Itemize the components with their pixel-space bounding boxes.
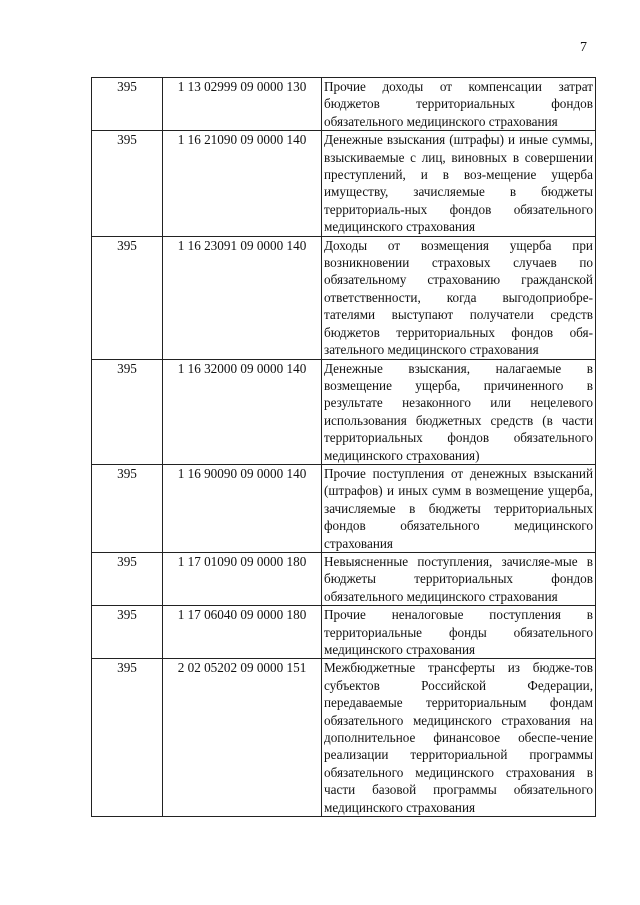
revenue-name-cell: Денежные взыскания (штрафы) и иные суммы, взыскиваемые с лиц, виновных в совершении преступлений, и в воз-мещение ущерба имуществу, зачисляемые в бюджеты территориаль-ных фондов обязательного медицинского страхования — [322, 131, 596, 236]
budget-code-cell: 1 17 01090 09 0000 180 — [163, 552, 322, 605]
budget-code-cell: 1 16 90090 09 0000 140 — [163, 464, 322, 552]
revenue-name-cell: Невыясненные поступления, зачисляе-мые в бюджеты территориальных фондов обязательного медицинского страхования — [322, 552, 596, 605]
admin-code-cell: 395 — [92, 131, 163, 236]
admin-code-cell: 395 — [92, 78, 163, 131]
budget-code-cell: 1 16 23091 09 0000 140 — [163, 236, 322, 359]
table-row — [92, 464, 596, 552]
revenue-name-cell: Прочие доходы от компенсации затрат бюджетов территориальных фондов обязательного медицинского страхования — [322, 78, 596, 131]
budget-code-cell: 1 16 21090 09 0000 140 — [163, 131, 322, 236]
revenue-name-cell: Межбюджетные трансферты из бюдже-тов субъектов Российской Федерации, передаваемые территориальным фондам обязательного медицинского страхования на дополнительное финансовое обеспе-чение реализации территориальной программы обязательного медицинского страхования в части базовой программы обязательного медицинского страхования — [322, 659, 596, 817]
admin-code-cell: 395 — [92, 552, 163, 605]
revenue-name-cell: Доходы от возмещения ущерба при возникновении страховых случаев по обязательному страхованию гражданской ответственности, когда выгодоприобре-тателями выступают получатели средств бюджетов территориальных фондов обя-зательного медицинского страхования — [322, 236, 596, 359]
table-row — [92, 236, 596, 359]
admin-code-cell: 395 — [92, 659, 163, 817]
admin-code-cell: 395 — [92, 236, 163, 359]
table-row — [92, 359, 596, 464]
table-row — [92, 606, 596, 659]
admin-code-cell: 395 — [92, 606, 163, 659]
budget-code-cell: 1 17 06040 09 0000 180 — [163, 606, 322, 659]
admin-code-cell: 395 — [92, 359, 163, 464]
table-row — [92, 131, 596, 236]
admin-code-cell: 395 — [92, 464, 163, 552]
budget-code-cell: 2 02 05202 09 0000 151 — [163, 659, 322, 817]
table-row — [92, 552, 596, 605]
table-row — [92, 78, 596, 131]
revenue-name-cell: Денежные взыскания, налагаемые в возмещение ущерба, причиненного в результате незаконного или нецелевого использования бюджетных средств (в части территориальных фондов обязательного медицинского страхования) — [322, 359, 596, 464]
table-row — [92, 659, 596, 817]
budget-classification-table — [91, 77, 596, 817]
page-number: 7 — [580, 40, 587, 55]
budget-code-cell: 1 16 32000 09 0000 140 — [163, 359, 322, 464]
revenue-name-cell: Прочие неналоговые поступления в территориальные фонды обязательного медицинского страхования — [322, 606, 596, 659]
budget-code-cell: 1 13 02999 09 0000 130 — [163, 78, 322, 131]
revenue-name-cell: Прочие поступления от денежных взысканий (штрафов) и иных сумм в возмещение ущерба, зачисляемые в бюджеты территориальных фондов обязательного медицинского страхования — [322, 464, 596, 552]
